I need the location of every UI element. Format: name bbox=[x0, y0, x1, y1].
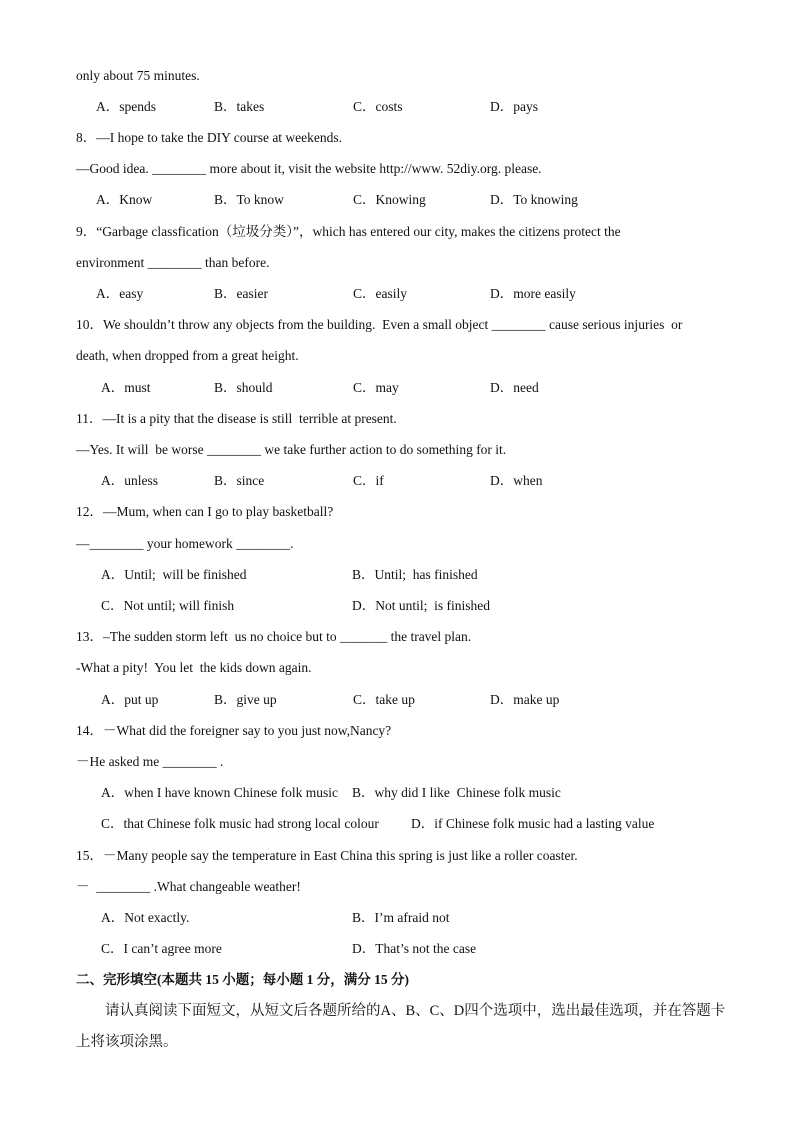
q15-option-c: C．I can’t agree more bbox=[101, 941, 222, 956]
question-14-line-2: －He asked me ________ . bbox=[76, 754, 224, 769]
question-9-line-1: 9．“Garbage classfication（垃圾分类）”，which has entered our city, makes the citizens protect the bbox=[76, 224, 621, 239]
section-2-instruction: 请认真阅读下面短文，从短文后各题所给的A、B、C、D四个选项中，选出最佳选项，并在答题卡上将该项涂黑。 bbox=[76, 1003, 726, 1050]
q12-option-d: D．Not until; is finished bbox=[352, 598, 490, 613]
q10-option-d: D．need bbox=[490, 380, 539, 395]
question-10-line-1: 10．We shouldn’t throw any objects from the building. Even a small object ________ cause serious injuries or bbox=[76, 317, 683, 332]
q13-option-b: B．give up bbox=[214, 692, 277, 707]
q14-option-c: C．that Chinese folk music had strong local colour bbox=[101, 816, 379, 831]
section-2-title: 二、完形填空(本题共 15 小题；每小题 1 分，满分 15 分) bbox=[76, 972, 409, 987]
question-9-line-2: environment ________ than before. bbox=[76, 255, 270, 270]
q7-option-d: D．pays bbox=[490, 99, 538, 114]
q13-option-d: D．make up bbox=[490, 692, 560, 707]
q11-option-d: D．when bbox=[490, 473, 543, 488]
q12-option-a: A．Until; will be finished bbox=[101, 567, 247, 582]
question-15-line-1: 15．－Many people say the temperature in East China this spring is just like a roller coaster. bbox=[76, 848, 578, 863]
question-11-line-2: —Yes. It will be worse ________ we take further action to do something for it. bbox=[76, 442, 507, 457]
question-11-line-1: 11．—It is a pity that the disease is still terrible at present. bbox=[76, 411, 397, 426]
question-14-line-1: 14．－What did the foreigner say to you just now,Nancy? bbox=[76, 723, 392, 738]
q8-option-c: C．Knowing bbox=[353, 192, 426, 207]
q9-option-d: D．more easily bbox=[490, 286, 576, 301]
q7-option-c: C．costs bbox=[353, 99, 403, 114]
q15-option-d: D．That’s not the case bbox=[352, 941, 477, 956]
question-12-line-1: 12．—Mum, when can I go to play basketball? bbox=[76, 504, 334, 519]
q12-option-c: C．Not until; will finish bbox=[101, 598, 235, 613]
question-13-line-1: 13．–The sudden storm left us no choice but to _______ the travel plan. bbox=[76, 629, 472, 644]
q7-option-a: A．spends bbox=[96, 99, 156, 114]
q13-option-c: C．take up bbox=[353, 692, 415, 707]
q14-option-a: A．when I have known Chinese folk music bbox=[101, 785, 338, 800]
question-8-line-1: 8．—I hope to take the DIY course at weekends. bbox=[76, 130, 343, 145]
question-7-tail: only about 75 minutes. bbox=[76, 68, 200, 83]
question-12-line-2: —________ your homework ________. bbox=[76, 536, 294, 551]
q11-option-c: C．if bbox=[353, 473, 384, 488]
q15-option-b: B．I’m afraid not bbox=[352, 910, 450, 925]
q15-option-a: A．Not exactly. bbox=[101, 910, 190, 925]
q8-option-a: A．Know bbox=[96, 192, 153, 207]
q13-option-a: A．put up bbox=[101, 692, 159, 707]
q14-option-b: B．why did I like Chinese folk music bbox=[352, 785, 561, 800]
q9-option-c: C．easily bbox=[353, 286, 407, 301]
q7-option-b: B．takes bbox=[214, 99, 265, 114]
question-8-line-2: —Good idea. ________ more about it, visit the website http://www. 52diy.org. please. bbox=[76, 161, 542, 176]
q11-option-b: B．since bbox=[214, 473, 265, 488]
q11-option-a: A．unless bbox=[101, 473, 158, 488]
q10-option-b: B．should bbox=[214, 380, 273, 395]
q9-option-a: A．easy bbox=[96, 286, 144, 301]
question-10-line-2: death, when dropped from a great height. bbox=[76, 348, 299, 363]
q10-option-c: C．may bbox=[353, 380, 399, 395]
q8-option-b: B．To know bbox=[214, 192, 284, 207]
q8-option-d: D．To knowing bbox=[490, 192, 578, 207]
q10-option-a: A．must bbox=[101, 380, 151, 395]
q9-option-b: B．easier bbox=[214, 286, 268, 301]
question-13-line-2: -What a pity! You let the kids down again. bbox=[76, 660, 312, 675]
q12-option-b: B．Until; has finished bbox=[352, 567, 478, 582]
question-15-line-2: － ________ .What changeable weather! bbox=[76, 879, 301, 894]
q14-option-d: D．if Chinese folk music had a lasting value bbox=[411, 816, 655, 831]
